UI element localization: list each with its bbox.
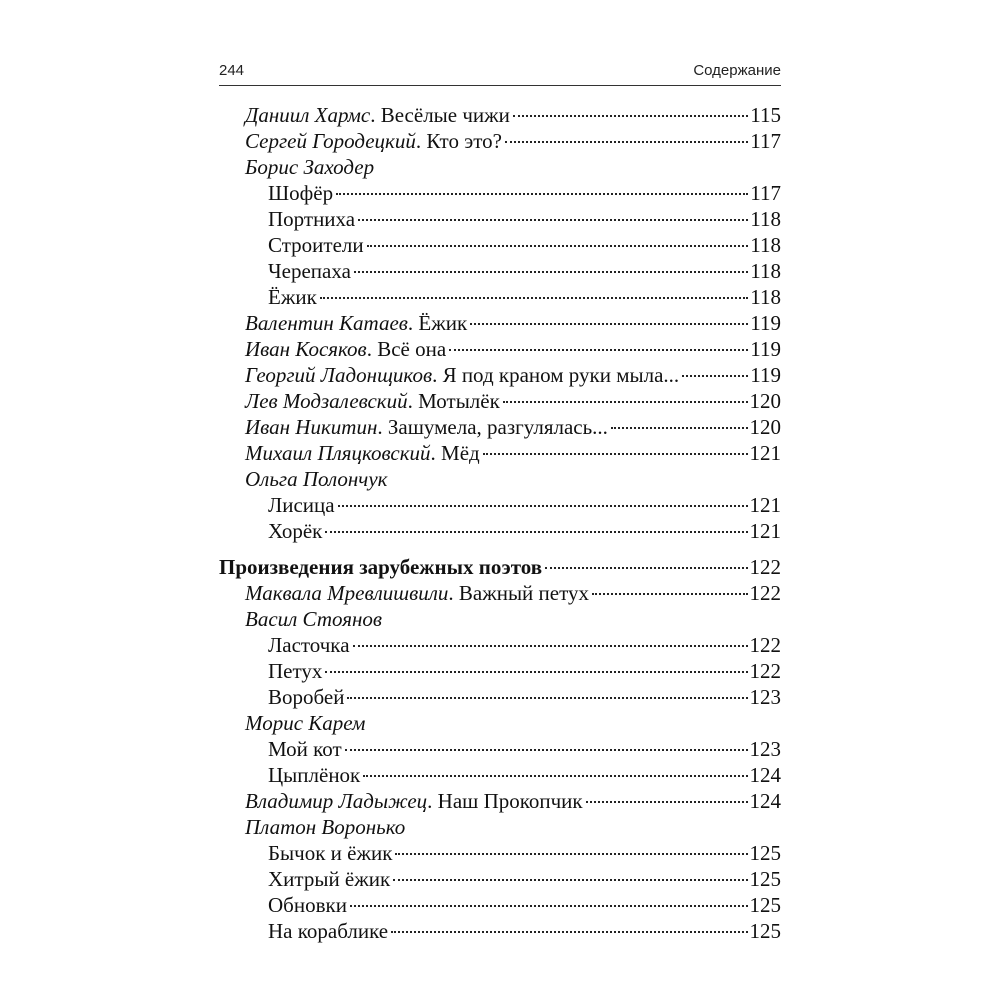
toc-entry-row xyxy=(219,866,781,892)
toc-author-row xyxy=(219,814,781,840)
toc-author-row xyxy=(219,606,781,632)
toc-page-number: 122 xyxy=(749,633,781,657)
toc-author: Сергей Городецкий xyxy=(245,129,416,153)
toc-entry-row xyxy=(219,736,781,762)
toc-entry-row xyxy=(219,258,781,284)
toc-entry-row xyxy=(219,388,781,414)
toc-page-number: 125 xyxy=(749,841,781,865)
toc-author: Георгий Ладонщиков xyxy=(245,363,433,387)
toc-entry-row xyxy=(219,206,781,232)
toc-author: Маквала Мревлишвили xyxy=(245,581,449,605)
toc-page-number: 123 xyxy=(749,737,781,761)
dot-leader xyxy=(367,245,749,247)
toc-entry-title: Портниха xyxy=(268,207,356,231)
dot-leader xyxy=(347,697,747,699)
author-title-separator: . xyxy=(377,415,388,439)
toc-page-number: 122 xyxy=(749,555,781,579)
dot-leader xyxy=(345,749,748,751)
running-header xyxy=(219,60,781,84)
toc-entry-row xyxy=(219,310,781,336)
toc-page-number: 119 xyxy=(750,363,781,387)
toc-author: Ольга Полончук xyxy=(245,467,388,491)
toc-entry-row xyxy=(219,336,781,362)
dot-leader xyxy=(592,593,747,595)
toc-entry-row xyxy=(219,658,781,684)
dot-leader xyxy=(336,193,748,195)
toc-page-number: 121 xyxy=(749,441,781,465)
dot-leader xyxy=(320,297,748,299)
page-number: 244 xyxy=(219,62,245,79)
author-title-separator: . xyxy=(407,311,419,335)
table-of-contents xyxy=(219,102,781,944)
author-title-separator: . xyxy=(430,441,442,465)
toc-page-number: 118 xyxy=(750,233,781,257)
toc-entry-title: Кто это? xyxy=(426,129,502,153)
dot-leader xyxy=(338,505,748,507)
toc-author: Лев Модзалевский xyxy=(245,389,408,413)
toc-page-number: 118 xyxy=(750,207,781,231)
author-title-separator: . xyxy=(407,389,419,413)
author-title-separator: . xyxy=(415,129,427,153)
toc-entry-title: На кораблике xyxy=(268,919,389,943)
toc-section-title: Произведения зарубежных поэтов xyxy=(219,555,543,579)
toc-page-number: 118 xyxy=(750,259,781,283)
toc-page-number: 115 xyxy=(750,103,781,127)
dot-leader xyxy=(363,775,747,777)
toc-entry-title: Бычок и ёжик xyxy=(268,841,393,865)
toc-author: Валентин Катаев xyxy=(245,311,408,335)
toc-entry-title: Весёлые чижи xyxy=(380,103,510,127)
dot-leader xyxy=(611,427,748,429)
toc-entry-title: Я под краном руки мыла... xyxy=(442,363,680,387)
toc-entry-title: Петух xyxy=(268,659,323,683)
toc-page-number: 125 xyxy=(749,919,781,943)
toc-entry-row xyxy=(219,414,781,440)
toc-entry-row xyxy=(219,684,781,710)
toc-page-number: 124 xyxy=(749,789,781,813)
toc-entry-row xyxy=(219,762,781,788)
running-section-title: Содержание xyxy=(693,62,781,79)
toc-entry-title: Ёжик xyxy=(268,285,317,309)
toc-entry-row xyxy=(219,128,781,154)
toc-author-row xyxy=(219,710,781,736)
dot-leader xyxy=(391,931,747,933)
dot-leader xyxy=(483,453,748,455)
author-title-separator: . xyxy=(448,581,459,605)
toc-author: Борис Заходер xyxy=(245,155,375,179)
toc-author: Васил Стоянов xyxy=(245,607,383,631)
toc-page-number: 121 xyxy=(749,519,781,543)
toc-entry-row xyxy=(219,284,781,310)
toc-page-number: 125 xyxy=(749,867,781,891)
author-title-separator: . xyxy=(427,789,438,813)
toc-entry-row xyxy=(219,102,781,128)
toc-author-row xyxy=(219,466,781,492)
toc-entry-title: Цыплёнок xyxy=(268,763,361,787)
toc-entry-title: Зашумела, разгулялась... xyxy=(387,415,608,439)
toc-page-number: 117 xyxy=(750,181,781,205)
toc-entry-title: Обновки xyxy=(268,893,347,917)
author-title-separator: . xyxy=(370,103,381,127)
dot-leader xyxy=(393,879,747,881)
toc-entry-row xyxy=(219,362,781,388)
toc-page-number: 122 xyxy=(749,659,781,683)
toc-entry-title: Важный петух xyxy=(458,581,590,605)
dot-leader xyxy=(586,801,748,803)
toc-entry-row xyxy=(219,788,781,814)
dot-leader xyxy=(513,115,748,117)
toc-entry-row xyxy=(219,518,781,544)
toc-page-number: 120 xyxy=(749,415,781,439)
toc-entry-row xyxy=(219,440,781,466)
dot-leader xyxy=(505,141,748,143)
toc-author: Иван Косяков xyxy=(245,337,367,361)
toc-page-number: 117 xyxy=(750,129,781,153)
dot-leader xyxy=(325,531,747,533)
dot-leader xyxy=(325,671,747,673)
toc-page-number: 124 xyxy=(749,763,781,787)
toc-page-number: 125 xyxy=(749,893,781,917)
toc-entry-title: Наш Прокопчик xyxy=(437,789,583,813)
dot-leader xyxy=(354,271,748,273)
dot-leader xyxy=(503,401,748,403)
toc-author: Морис Карем xyxy=(245,711,366,735)
toc-page-number: 121 xyxy=(749,493,781,517)
toc-author: Даниил Хармс xyxy=(245,103,371,127)
toc-page-number: 118 xyxy=(750,285,781,309)
toc-entry-title: Воробей xyxy=(268,685,345,709)
dot-leader xyxy=(545,567,747,569)
author-title-separator: . xyxy=(432,363,443,387)
toc-author: Владимир Ладыжец xyxy=(245,789,428,813)
toc-entry-title: Мой кот xyxy=(268,737,342,761)
toc-entry-title: Лисица xyxy=(268,493,335,517)
toc-entry-title: Всё она xyxy=(377,337,447,361)
toc-page-number: 123 xyxy=(749,685,781,709)
toc-entry-row xyxy=(219,580,781,606)
toc-page-number: 119 xyxy=(750,337,781,361)
dot-leader xyxy=(358,219,748,221)
toc-entry-row xyxy=(219,632,781,658)
author-title-separator: . xyxy=(366,337,378,361)
dot-leader xyxy=(395,853,747,855)
toc-entry-row xyxy=(219,232,781,258)
toc-entry-title: Строители xyxy=(268,233,364,257)
dot-leader xyxy=(470,323,748,325)
dot-leader xyxy=(682,375,748,377)
toc-entry-title: Ласточка xyxy=(268,633,350,657)
toc-entry-row xyxy=(219,892,781,918)
toc-entry-title: Мотылёк xyxy=(418,389,500,413)
dot-leader xyxy=(350,905,748,907)
toc-entry-title: Мёд xyxy=(441,441,480,465)
toc-entry-row xyxy=(219,840,781,866)
toc-page-number: 122 xyxy=(749,581,781,605)
toc-author: Михаил Пляцковский xyxy=(245,441,431,465)
header-rule xyxy=(219,85,781,86)
toc-entry-title: Черепаха xyxy=(268,259,351,283)
toc-section-row xyxy=(219,554,781,580)
toc-author: Платон Воронько xyxy=(245,815,406,839)
toc-page-number: 120 xyxy=(749,389,781,413)
toc-author: Иван Никитин xyxy=(245,415,378,439)
toc-entry-row xyxy=(219,918,781,944)
toc-entry-title: Ёжик xyxy=(418,311,468,335)
toc-entry-row xyxy=(219,180,781,206)
dot-leader xyxy=(353,645,748,647)
dot-leader xyxy=(449,349,748,351)
toc-author-row xyxy=(219,154,781,180)
toc-page-number: 119 xyxy=(750,311,781,335)
toc-entry-title: Шофёр xyxy=(268,181,334,205)
toc-entry-row xyxy=(219,492,781,518)
toc-entry-title: Хитрый ёжик xyxy=(268,867,391,891)
toc-entry-title: Хорёк xyxy=(268,519,323,543)
